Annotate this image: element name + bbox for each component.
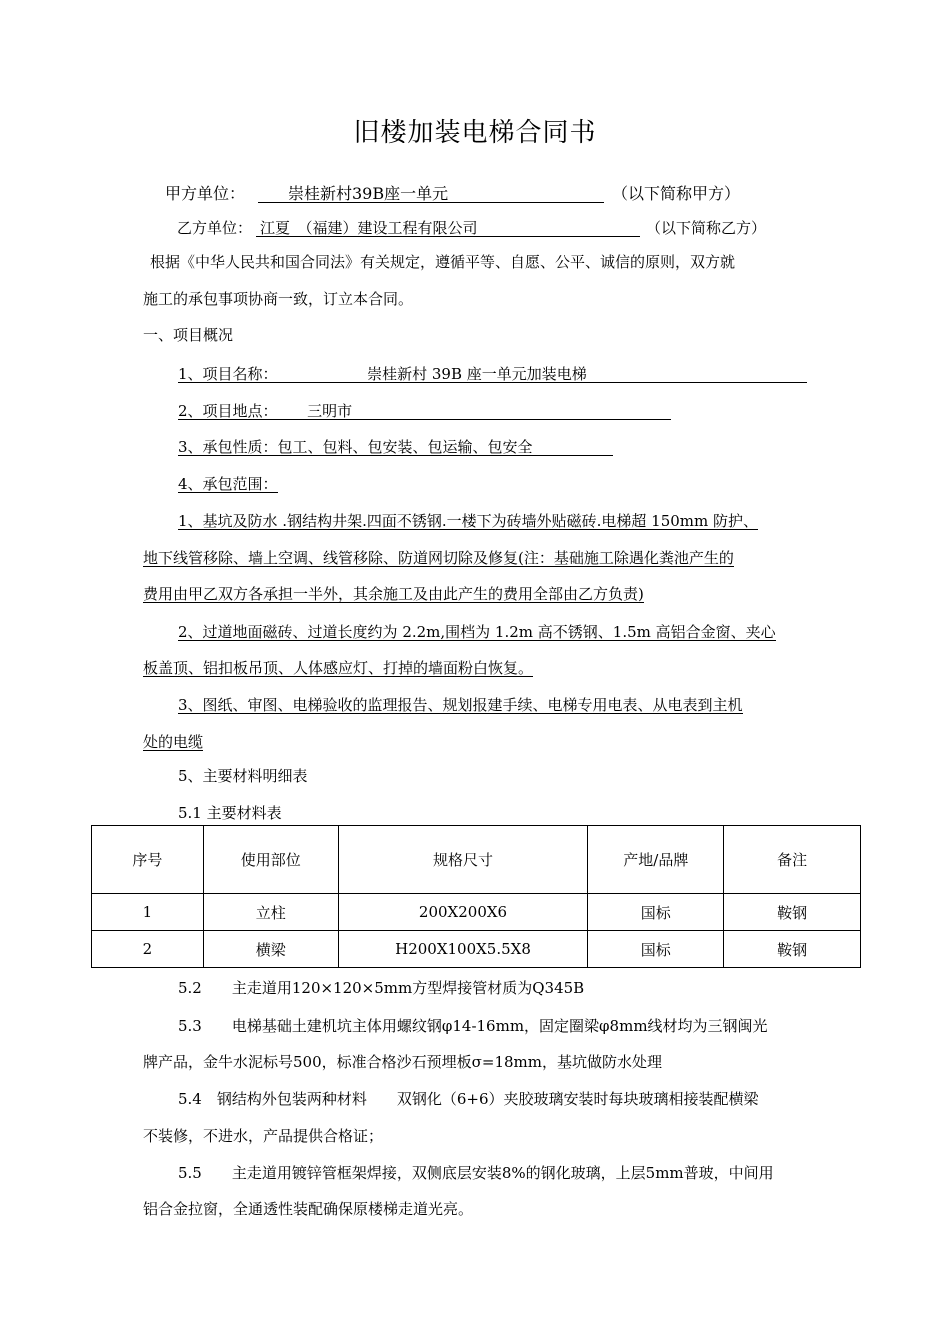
- scope-2-line-2: 板盖顶、铝扣板吊顶、人体感应灯、打掉的墙面粉白恢复。: [143, 659, 534, 677]
- party-b-note: （以下简称乙方）: [646, 219, 767, 237]
- party-a-value: 崇桂新村39B座一单元: [258, 181, 604, 203]
- scope-2-line-1: 2、过道地面磁砖、过道长度约为 2.2m,围档为 1.2m 高不锈钢、1.5m 高铝合金窗、夹心: [178, 623, 776, 641]
- table-cell: 国标: [588, 931, 724, 968]
- table-header-cell: 序号: [92, 826, 204, 894]
- table-cell: 200X200X6: [338, 894, 588, 931]
- note-5-5-line-2: 铝合金拉窗，全通透性装配确保原楼梯走道光亮。: [143, 1200, 474, 1218]
- project-name-label: 1、项目名称：: [178, 365, 278, 383]
- party-b-value: 江夏 （福建）建设工程有限公司: [256, 217, 640, 237]
- note-5-2: 5.2 主走道用120×120×5mm方型焊接管材质为Q345B: [178, 979, 585, 997]
- scope-1-line-2: 地下线管移除、墙上空调、线管移除、防道网切除及修复(注：基础施工除遇化粪池产生的: [143, 549, 734, 567]
- project-location-value: 三明市: [307, 402, 353, 420]
- party-a-label: 甲方单位：: [165, 184, 246, 203]
- table-header-cell: 规格尺寸: [338, 826, 588, 894]
- table-header-cell: 产地/品牌: [588, 826, 724, 894]
- scope-3-line-1: 3、图纸、审图、电梯验收的监理报告、规划报建手续、电梯专用电表、从电表到主机: [178, 696, 743, 714]
- table-cell: 1: [92, 894, 204, 931]
- project-location-label: 2、项目地点：: [178, 402, 278, 420]
- table-cell: 鞍钢: [724, 931, 861, 968]
- table-header-row: [92, 826, 861, 894]
- table-cell: 立柱: [203, 894, 338, 931]
- table-header-cell: 使用部位: [203, 826, 338, 894]
- scope-1-line-3: 费用由甲乙双方各承担一半外，其余施工及由此产生的费用全部由乙方负责): [143, 585, 644, 603]
- materials-table: [91, 825, 861, 968]
- note-5-3-line-1: 5.3 电梯基础土建机坑主体用螺纹钢φ14-16mm，固定圈梁φ8mm线材均为三钢闽光: [178, 1017, 768, 1035]
- table-cell: 横梁: [203, 931, 338, 968]
- table-cell: 国标: [588, 894, 724, 931]
- project-location-line: [178, 400, 671, 420]
- materials-table-caption: 5.1 主要材料表: [178, 804, 282, 822]
- table-cell: H200X100X5.5X8: [338, 931, 588, 968]
- party-a-note: （以下简称甲方）: [612, 184, 741, 203]
- project-name-line: [178, 363, 807, 383]
- project-name-value: 崇桂新村 39B 座一单元加装电梯: [367, 365, 587, 383]
- table-row: [92, 931, 861, 968]
- materials-heading: 5、主要材料明细表: [178, 767, 308, 785]
- note-5-4-line-2: 不装修，不进水，产品提供合格证；: [143, 1127, 384, 1145]
- table-row: [92, 894, 861, 931]
- table-header-cell: 备注: [724, 826, 861, 894]
- intro-line-2: 施工的承包事项协商一致，订立本合同。: [143, 290, 414, 308]
- table-cell: 鞍钢: [724, 894, 861, 931]
- party-b-label: 乙方单位：: [177, 219, 253, 237]
- note-5-5-line-1: 5.5 主走道用镀锌管框架焊接，双侧底层安装8%的钢化玻璃，上层5mm普玻，中间用: [178, 1164, 774, 1182]
- scope-1-line-1: 1、基坑及防水 .钢结构井架.四面不锈钢.一楼下为砖墙外贴磁砖.电梯超 150mm 防护、: [178, 512, 759, 530]
- intro-line-1: 根据《中华人民共和国合同法》有关规定，遵循平等、自愿、公平、诚信的原则，双方就: [150, 253, 736, 271]
- note-5-4-line-1: 5.4 钢结构外包装两种材料 双钢化（6+6）夹胶玻璃安装时每块玻璃相接装配横梁: [178, 1090, 759, 1108]
- section-heading: 一、项目概况: [143, 326, 234, 344]
- scope-3-line-2: 处的电缆: [143, 733, 204, 751]
- note-5-3-line-2: 牌产品，金牛水泥标号500，标准合格沙石预埋板σ=18mm，基坑做防水处理: [143, 1053, 662, 1071]
- table-cell: 2: [92, 931, 204, 968]
- contract-nature: 3、承包性质：包工、包料、包安装、包运输、包安全: [178, 436, 613, 456]
- contract-scope-heading: 4、承包范围：: [178, 475, 278, 493]
- document-title: 旧楼加装电梯合同书: [353, 118, 597, 148]
